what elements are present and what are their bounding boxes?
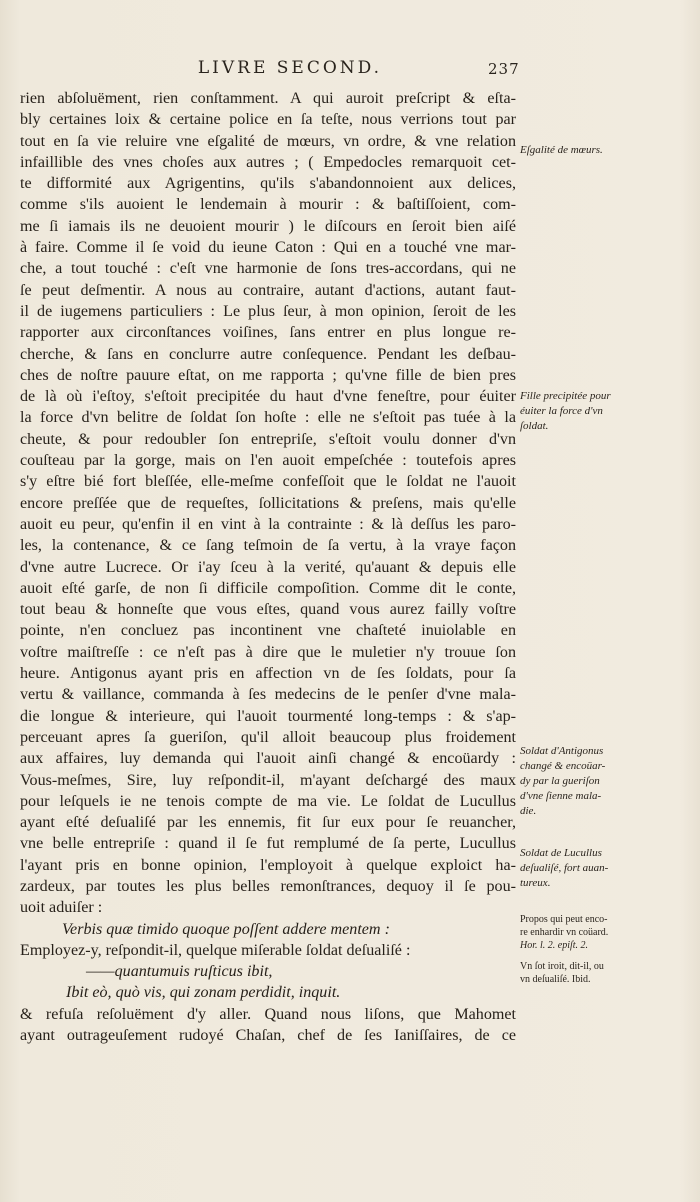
text-line: te difformité aux Agrigentins, qu'ils s'abandonnoient aux delices,: [20, 175, 516, 193]
margin-note-line: éuiter la force d'vn: [520, 405, 603, 417]
main-text-block: [20, 88, 516, 1046]
page-header: [20, 58, 540, 82]
margin-note-egalite: [520, 143, 690, 158]
text-line: s'y eſtre bié fort bleſſée, elle-meſme confeſſoit que le ſoldat ne l'auoit: [20, 473, 516, 491]
text-line: l'ayant pris en bonne opinion, l'employoit à quelque exploict ha-: [20, 856, 516, 874]
margin-note-fille: [520, 389, 690, 434]
text-line: cherche, & ſans en conclurre autre conſequence. Pendant les deſbau-: [20, 345, 516, 363]
text-line: perceuant apres ſa gueriſon, qu'il alloit beaucoup plus froidement: [20, 728, 516, 746]
text-line: vne belle entrepriſe : quand il ſe fut remplumé de ſa perte, Lucullus: [20, 835, 516, 853]
margin-note-line: Soldat de Lucullus: [520, 847, 602, 859]
margin-note-line: die.: [520, 805, 537, 817]
text-line: infaillible des vnes choſes aux autres ; ( Empedocles remarquoit cet-: [20, 153, 516, 171]
margin-note-line: tureux.: [520, 877, 551, 889]
text-line: tout beau & honneſte que vous eſtes, quand vous aurez failly voſtre: [20, 601, 516, 619]
text-line: ſe peut deſmentir. A nous au contraire, autant d'actions, autant faut-: [20, 281, 516, 299]
margin-note-line: Fille precipitée pour: [520, 390, 611, 402]
text-line: ayant outrageuſement rudoyé Chaſan, chef de ſes Ianiſſaires, de ce: [20, 1027, 516, 1045]
text-line: couſteau par la gorge, mais on l'en auoit empeſchée : toutefois apres: [20, 452, 516, 470]
margin-note-sot: [520, 960, 690, 986]
margin-note-line: ſoldat.: [520, 420, 549, 432]
text-line: che, a tout touché : c'eſt vne harmonie de ſons tres-accordans, qui ne: [20, 260, 516, 278]
text-line: tout en ſa vie reluire vne eſgalité de mœurs, vn ordre, & vne relation: [20, 132, 516, 150]
margin-note-line: Hor. l. 2. epiſt. 2.: [520, 940, 589, 951]
margin-note-line: deſualiſé, fort auan-: [520, 862, 609, 874]
text-line: à faire. Comme il ſe void du ieune Caton : Qui en a touché vne mar-: [20, 239, 516, 257]
margin-note-antigonus: [520, 744, 690, 819]
text-line: pointe, n'en concluez pas incontinent vne chaſteté inuiolable en: [20, 622, 516, 640]
margin-note-line: Propos qui peut enco-: [520, 914, 608, 925]
margin-note-line: Eſgalité de mœurs.: [520, 144, 603, 156]
text-line: auoit eſté garſe, de non ſi difficile compoſition. Comme dit le conte,: [20, 579, 516, 597]
text-line: bly certaines loix & certaine police en ſa teſte, nous verrions tout par: [20, 111, 516, 129]
text-line: auoit eu peur, qu'enfin il en vint à la contrainte : & là deſſus les paro-: [20, 515, 516, 533]
text-line: Vous-meſmes, Sire, luy reſpondit-il, m'ayant deſchargé des maux: [20, 771, 516, 789]
text-line: d'vne autre Lucrece. Or i'ay ſceu à la verité, qu'auant & depuis elle: [20, 558, 516, 576]
text-line: me ſi iamais ils ne deuoient mourir ) le diſcours en ſeroit bien aiſé: [20, 217, 516, 235]
text-line: la force d'vn belitre de ſoldat ſon hoſte : elle ne s'eſtoit pas tuée à la: [20, 409, 516, 427]
text-line: ches de noſtre pauure eſtat, on me rapporta ; qu'vne fille de bien pres: [20, 366, 516, 384]
text-line: zardeux, par toutes les plus belles remonſtrances, dequoy il ſe pou-: [20, 877, 516, 895]
text-line: de là où i'eſtoy, s'eſtoit precipitée du haut d'vne feneſtre, pour éuiter: [20, 388, 516, 406]
margin-note-propos: [520, 913, 690, 952]
margin-note-line: Vn ſot iroit, dit-il, ou: [520, 961, 604, 972]
margin-note-line: Soldat d'Antigonus: [520, 745, 604, 757]
text-line: rapporter aux circonſtances voiſines, ſans entrer en plus longue re-: [20, 324, 516, 342]
latin-verse-line: ——quantumuis ruſticus ibit,: [86, 963, 273, 981]
text-line: comme s'ils auoient le lendemain à mourir : & baſtiſſoient, com-: [20, 196, 516, 214]
margin-note-lucullus: [520, 846, 690, 891]
text-line: ayant eſté deſualiſé par les ennemis, fit ſur eux pour ſe reuancher,: [20, 814, 516, 832]
text-line: die longue & interieure, qui l'auoit tourmenté long-temps : & s'ap-: [20, 707, 516, 725]
text-line: vertu & vaillance, commanda à ſes medecins de le penſer d'vne mala-: [20, 686, 516, 704]
text-line: aux affaires, luy demanda qui l'auoit ainſi changé & encoüardy :: [20, 750, 516, 768]
page-number: 237: [488, 60, 520, 78]
latin-verse-line: Verbis quæ timido quoque poſſent addere mentem :: [62, 920, 390, 938]
text-line: rien abſoluëment, rien conſtamment. A qui auroit preſcript & eſta-: [20, 90, 516, 107]
margin-note-line: dy par la gueriſon: [520, 775, 600, 787]
text-line: encore preſſée que de requeſtes, ſollicitations & preſens, mais qu'elle: [20, 494, 516, 512]
latin-verse-line: Ibit eò, quò vis, qui zonam perdidit, inquit.: [66, 984, 341, 1002]
text-line: pour leſquels ie ne tenois compte de ma vie. Le ſoldat de Lucullus: [20, 792, 516, 810]
margin-note-line: vn deſualiſé. Ibid.: [520, 974, 591, 985]
text-line: cheute, & pour redoubler ſon entrepriſe, s'eſtoit voulu donner d'vn: [20, 430, 516, 448]
text-line: les, la contenance, & ce ſang teſmoin de ſa vertu, à la vraye façon: [20, 537, 516, 555]
text-line: voſtre maiſtreſſe : ce n'eſt pas à dire que le muletier n'y trouue ſon: [20, 643, 516, 661]
margin-note-line: d'vne ſienne mala-: [520, 790, 602, 802]
margin-note-line: re enhardir vn coüard.: [520, 927, 609, 938]
margin-note-line: changé & encoüar-: [520, 760, 606, 772]
text-line: & refuſa reſoluëment d'y aller. Quand nous liſons, que Mahomet: [20, 1005, 516, 1023]
text-line: il de iugemens particuliers : Le plus ſeur, à mon opinion, ſeroit de les: [20, 302, 516, 320]
running-title: LIVRE SECOND.: [197, 58, 383, 78]
text-line: heure. Antigonus ayant pris en affection vn de ſes ſoldats, pour ſa: [20, 665, 516, 683]
text-line: uoit aduiſer :: [20, 899, 103, 917]
text-line: Employez-y, reſpondit-il, quelque miſerable ſoldat deſualiſé :: [20, 941, 411, 959]
